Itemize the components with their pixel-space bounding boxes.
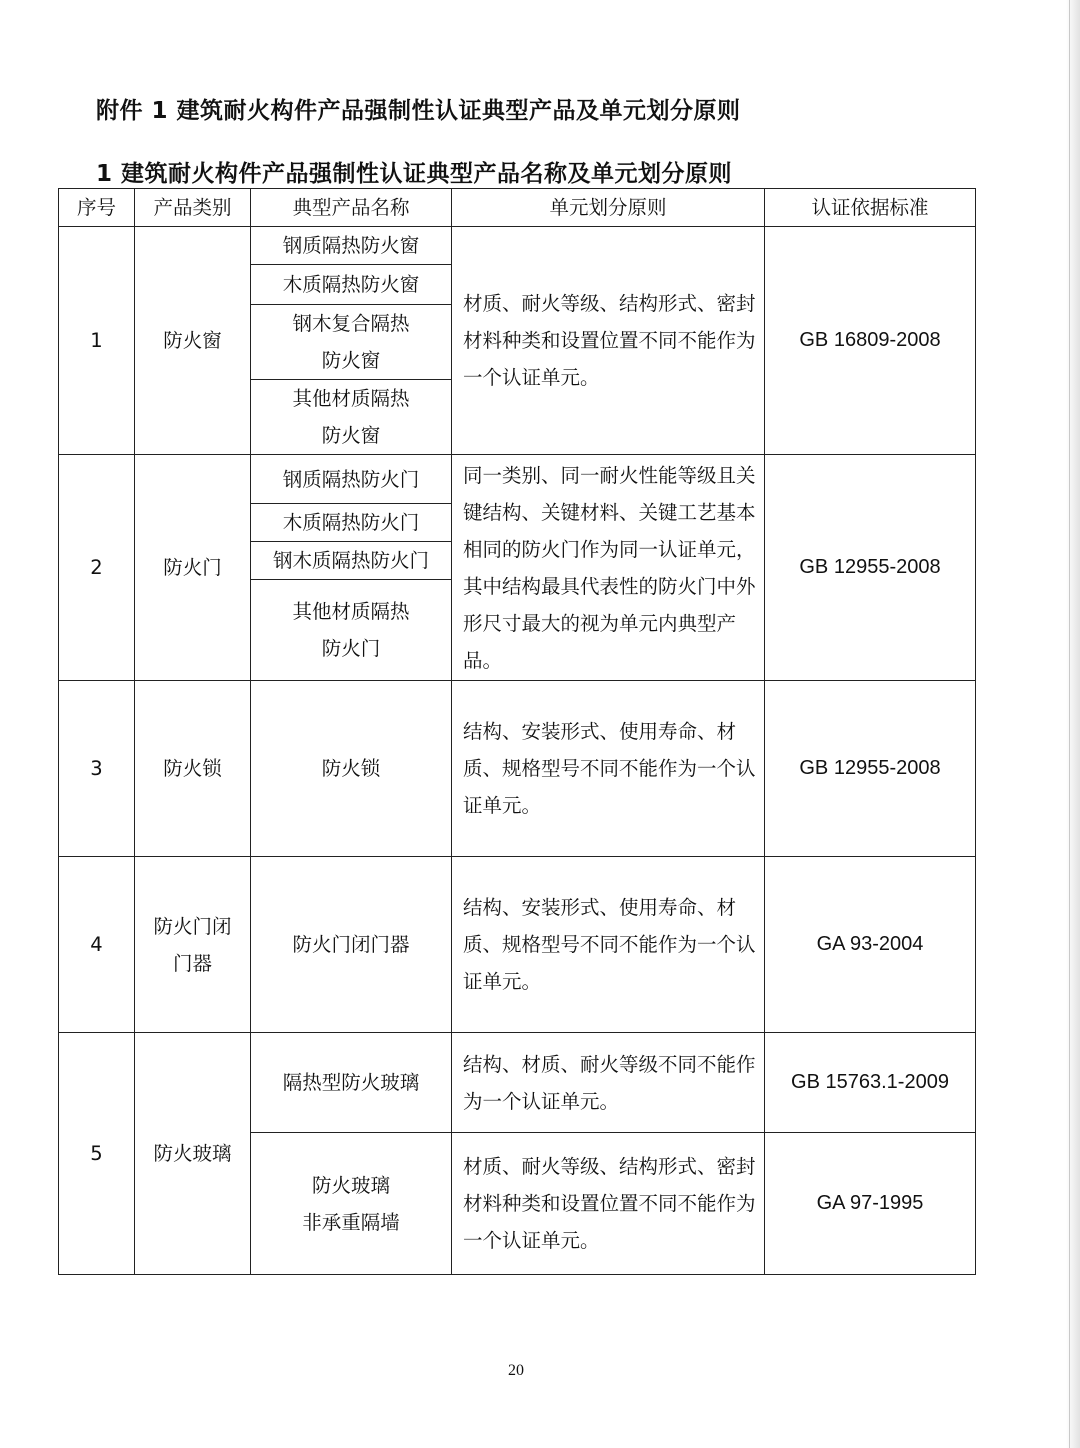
product-name: 防火门闭门器 xyxy=(251,857,452,1033)
product-name: 防火玻璃 非承重隔墙 xyxy=(251,1133,452,1275)
product-name: 木质隔热防火窗 xyxy=(251,265,452,305)
table-row xyxy=(59,227,976,265)
certification-standard: GA 97-1995 xyxy=(765,1133,976,1275)
page-number: 20 xyxy=(508,1362,524,1379)
certification-standard: GA 93-2004 xyxy=(765,857,976,1033)
unit-division-rule: 同一类别、同一耐火性能等级且关键结构、关键材料、关键工艺基本相同的防火门作为同一认证单元，其中结构最具代表性的防火门中外形尺寸最大的视为单元内典型产品。 xyxy=(452,455,765,681)
unit-division-rule: 材质、耐火等级、结构形式、密封材料种类和设置位置不同不能作为一个认证单元。 xyxy=(452,1133,765,1275)
attachment-title: 附件 1 建筑耐火构件产品强制性认证典型产品及单元划分原则 xyxy=(96,98,741,124)
product-category: 防火玻璃 xyxy=(135,1033,251,1275)
table-body xyxy=(59,227,976,1275)
certification-standard: GB 12955-2008 xyxy=(765,455,976,681)
table-header-row xyxy=(59,189,976,227)
unit-division-rule: 结构、安装形式、使用寿命、材质、规格型号不同不能作为一个认证单元。 xyxy=(452,681,765,857)
table-row xyxy=(59,455,976,504)
product-name: 防火锁 xyxy=(251,681,452,857)
product-category: 防火锁 xyxy=(135,681,251,857)
product-name: 其他材质隔热 防火窗 xyxy=(251,380,452,455)
row-number: 5 xyxy=(59,1033,135,1275)
certification-standard: GB 15763.1-2009 xyxy=(765,1033,976,1133)
row-number: 1 xyxy=(59,227,135,455)
header-product: 典型产品名称 xyxy=(251,189,452,227)
product-name: 其他材质隔热 防火门 xyxy=(251,580,452,681)
product-category: 防火窗 xyxy=(135,227,251,455)
table-row xyxy=(59,681,976,857)
page-edge xyxy=(1069,0,1070,1448)
product-name: 钢木复合隔热 防火窗 xyxy=(251,305,452,380)
table-row xyxy=(59,857,976,1033)
unit-division-rule: 材质、耐火等级、结构形式、密封材料种类和设置位置不同不能作为一个认证单元。 xyxy=(452,227,765,455)
product-name: 钢质隔热防火门 xyxy=(251,455,452,504)
unit-division-rule: 结构、安装形式、使用寿命、材质、规格型号不同不能作为一个认证单元。 xyxy=(452,857,765,1033)
row-number: 4 xyxy=(59,857,135,1033)
certification-standard: GB 12955-2008 xyxy=(765,681,976,857)
unit-division-rule: 结构、材质、耐火等级不同不能作为一个认证单元。 xyxy=(452,1033,765,1133)
product-name: 木质隔热防火门 xyxy=(251,504,452,542)
product-name: 钢质隔热防火窗 xyxy=(251,227,452,265)
product-name: 隔热型防火玻璃 xyxy=(251,1033,452,1133)
product-category: 防火门闭 门器 xyxy=(135,857,251,1033)
header-no: 序号 xyxy=(59,189,135,227)
product-name: 钢木质隔热防火门 xyxy=(251,542,452,580)
header-category: 产品类别 xyxy=(135,189,251,227)
product-category: 防火门 xyxy=(135,455,251,681)
table-row xyxy=(59,1033,976,1133)
header-rule: 单元划分原则 xyxy=(452,189,765,227)
header-standard: 认证依据标准 xyxy=(765,189,976,227)
row-number: 3 xyxy=(59,681,135,857)
certification-table xyxy=(58,188,976,1275)
row-number: 2 xyxy=(59,455,135,681)
certification-standard: GB 16809-2008 xyxy=(765,227,976,455)
section-title: 1 建筑耐火构件产品强制性认证典型产品名称及单元划分原则 xyxy=(96,161,733,187)
